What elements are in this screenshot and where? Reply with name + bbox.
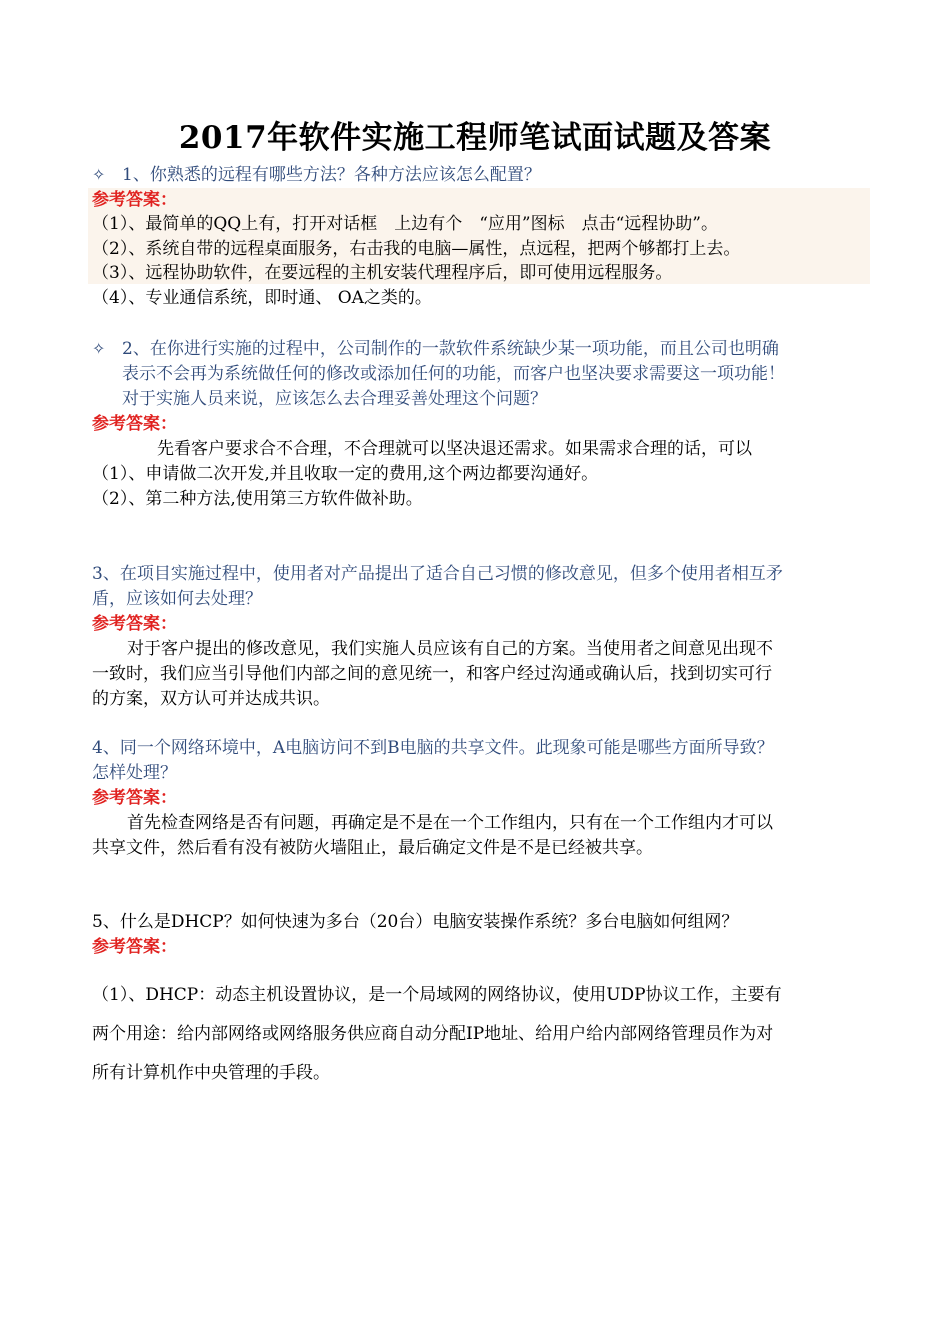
answer-label: 参考答案： [92,937,177,957]
answer-line: 所有计算机作中央管理的手段。 [92,1063,330,1083]
question-2: 对于实施人员来说，应该怎么去合理妥善处理这个问题？ [122,389,547,409]
answer-line: （1）、DHCP：动态主机设置协议，是一个局域网的网络协议，使用UDP协议工作，主要有 [92,985,782,1005]
diamond-bullet-icon: ✧ [92,165,106,184]
answer-line: 对于客户提出的修改意见，我们实施人员应该有自己的方案。当使用者之间意见出现不 [127,639,773,659]
answer-label: 参考答案： [92,614,177,634]
answer-line: 共享文件，然后看有没有被防火墙阻止，最后确定文件是不是已经被共享。 [92,838,653,858]
page-title: 2017年软件实施工程师笔试面试题及答案 [178,120,772,156]
answer-line: （2）、第二种方法,使用第三方软件做补助。 [92,489,423,509]
answer-line: （3）、远程协助软件，在要远程的主机安装代理程序后，即可使用远程服务。 [92,263,673,283]
question-3: 3、在项目实施过程中，使用者对产品提出了适合自己习惯的修改意见，但多个使用者相互矛 [92,564,783,584]
question-4: 怎样处理？ [92,763,177,783]
answer-line: （1）、申请做二次开发,并且收取一定的费用,这个两边都要沟通好。 [92,464,599,484]
answer-line: （1）、最简单的QQ上有，打开对话框 上边有个 “应用”图标 点击“远程协助”。 [92,214,718,234]
question-2: 表示不会再为系统做任何的修改或添加任何的功能，而客户也坚决要求需要这一项功能！ [122,364,785,384]
question-1: 1、你熟悉的远程有哪些方法？各种方法应该怎么配置？ [122,165,541,185]
question-5: 5、什么是DHCP？如何快速为多台（20台）电脑安装操作系统？多台电脑如何组网？ [92,912,739,932]
question-2: 2、在你进行实施的过程中，公司制作的一款软件系统缺少某一项功能，而且公司也明确 [122,339,779,359]
answer-line: 一致时，我们应当引导他们内部之间的意见统一，和客户经过沟通或确认后，找到切实可行 [92,664,772,684]
answer-line: 先看客户要求合不合理，不合理就可以坚决退还需求。如果需求合理的话，可以 [157,439,752,459]
answer-line: （2）、系统自带的远程桌面服务，右击我的电脑—属性，点远程，把两个够都打上去。 [92,239,741,259]
question-3: 盾，应该如何去处理？ [92,589,262,609]
question-4: 4、同一个网络环境中，A电脑访问不到B电脑的共享文件。此现象可能是哪些方面所导致？ [92,738,774,758]
diamond-bullet-icon: ✧ [92,339,106,358]
answer-label: 参考答案： [92,190,177,210]
answer-label: 参考答案： [92,414,177,434]
answer-line: 两个用途：给内部网络或网络服务供应商自动分配IP地址、给用户给内部网络管理员作为对 [92,1024,774,1044]
answer-line: 的方案，双方认可并达成共识。 [92,689,330,709]
answer-label: 参考答案： [92,788,177,808]
answer-line: （4）、专业通信系统，即时通、 OA之类的。 [92,288,432,308]
answer-line: 首先检查网络是否有问题，再确定是不是在一个工作组内，只有在一个工作组内才可以 [127,813,773,833]
